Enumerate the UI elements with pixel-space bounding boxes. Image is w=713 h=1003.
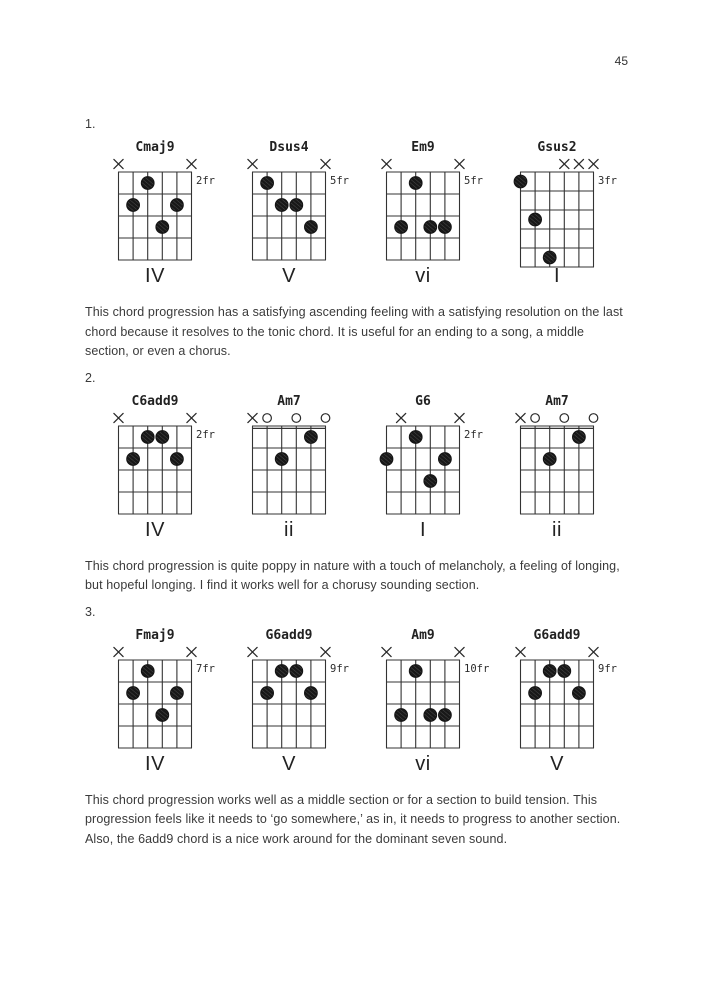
chord-name: G6add9 [533,627,581,643]
fret-position-label: 7fr [196,662,215,675]
finger-dot [380,452,393,465]
muted-string-x-icon [114,647,123,656]
finger-dot [409,177,422,190]
finger-dot [156,430,169,443]
finger-dot [261,177,274,190]
chord-name: Am9 [411,627,435,643]
finger-dot [156,221,169,234]
muted-string-x-icon [397,413,406,422]
finger-dot [141,664,154,677]
finger-dot [409,664,422,677]
finger-dot [543,452,556,465]
muted-string-x-icon [455,413,464,422]
fret-position-label: 2fr [464,428,483,441]
finger-dot [261,686,274,699]
muted-string-x-icon [382,159,391,168]
fret-position-label: 9fr [330,662,349,675]
finger-dot [395,708,408,721]
chord-name: G6 [415,393,431,409]
chord-name: Em9 [411,140,435,155]
muted-string-x-icon [248,159,257,168]
chord-grid [106,644,240,759]
finger-dot [156,708,169,721]
chord-name: C6add9 [131,393,179,409]
muted-string-x-icon [187,647,196,656]
open-string-o-icon [321,413,330,422]
finger-dot [439,221,452,234]
progression-description: This chord progression works well as a middle section or for a section to build tension. This progression feels like it needs to ‘go somewhere,’ as in, it needs to progress to another section. Also, the 6add9 chord is a nice work around for the dominant seven sound. [85,792,621,846]
finger-dot [171,686,184,699]
finger-dot [171,452,184,465]
muted-string-x-icon [321,647,330,656]
chord-numeral: IV [145,518,165,541]
fret-position-label: 5fr [330,175,349,187]
fret-position-label: 2fr [196,428,215,441]
chord-numeral: IV [145,265,165,287]
chord-progression-section-2 [85,371,628,596]
muted-string-x-icon [455,647,464,656]
chord-grid [240,644,374,759]
chord-progression-section-3 [85,605,628,850]
finger-dot [290,664,303,677]
chord-numeral: V [282,265,296,287]
finger-dot [439,452,452,465]
finger-dot [439,708,452,721]
chord-numeral: ii [552,518,562,541]
chord-diagram [240,140,374,288]
open-string-o-icon [531,413,540,422]
muted-string-x-icon [187,159,196,168]
chord-diagram [508,140,642,288]
muted-string-x-icon [114,159,123,168]
muted-string-x-icon [589,159,598,168]
finger-dot [424,474,437,487]
muted-string-x-icon [248,647,257,656]
chord-diagram [374,394,508,542]
chord-diagrams-row [106,140,628,288]
chord-numeral: I [419,518,427,541]
finger-dot [543,251,556,264]
muted-string-x-icon [382,647,391,656]
open-string-o-icon [292,413,301,422]
finger-dot [305,221,318,234]
chord-grid [508,156,642,271]
chord-diagram [240,394,374,542]
finger-dot [171,199,184,212]
finger-dot [573,686,586,699]
finger-dot [529,213,542,226]
open-string-o-icon [589,413,598,422]
chord-name: Dsus4 [269,140,309,155]
chord-grid [374,156,508,271]
finger-dot [141,430,154,443]
chord-grid [374,644,508,759]
finger-dot [290,199,303,212]
progression-description: This chord progression is quite poppy in nature with a touch of melancholy, a feeling of longing, but hopeful longing. I find it works well for a chorusy sounding section. [85,558,620,592]
chord-diagram [106,394,240,542]
finger-dot [127,452,140,465]
fret-position-label: 2fr [196,175,215,187]
chord-diagram [106,628,240,776]
finger-dot [573,430,586,443]
chord-diagram [374,628,508,776]
fret-position-label: 5fr [464,175,483,187]
finger-dot [127,686,140,699]
chord-diagrams-row [106,394,628,542]
open-string-o-icon [263,413,272,422]
chord-diagram [106,140,240,288]
chord-grid [374,410,508,525]
chord-diagram [240,628,374,776]
muted-string-x-icon [574,159,583,168]
finger-dot [409,430,422,443]
fret-position-label: 3fr [598,175,617,187]
finger-dot [275,452,288,465]
chord-progression-section-1 [85,117,628,362]
chord-name: Am7 [545,393,569,409]
chord-diagram [374,140,508,288]
chord-name: Fmaj9 [135,627,175,643]
finger-dot [127,199,140,212]
muted-string-x-icon [516,647,525,656]
chord-grid [508,644,642,759]
chord-name: Am7 [277,393,301,409]
section-number: 2. [85,370,96,385]
chord-diagrams-row [106,628,628,776]
chord-numeral: vi [415,265,431,287]
finger-dot [395,221,408,234]
finger-dot [529,686,542,699]
chord-grid [240,410,374,525]
finger-dot [305,686,318,699]
finger-dot [275,199,288,212]
progression-description: This chord progression has a satisfying ascending feeling with a satisfying resolution on the last chord because it resolves to the tonic chord. It is useful for an ending to a song, a middle section, or even a chorus. [85,305,623,358]
chord-numeral: ii [284,518,294,541]
chord-numeral: V [550,752,564,775]
section-number: 1. [85,117,96,131]
muted-string-x-icon [321,159,330,168]
finger-dot [305,430,318,443]
chord-numeral: vi [415,752,431,775]
chord-name: Cmaj9 [135,140,175,155]
chord-grid [106,410,240,525]
finger-dot [514,175,527,188]
muted-string-x-icon [589,647,598,656]
muted-string-x-icon [516,413,525,422]
chord-name: G6add9 [265,627,313,643]
chord-grid [508,410,642,525]
section-number: 3. [85,604,96,619]
open-string-o-icon [560,413,569,422]
muted-string-x-icon [455,159,464,168]
finger-dot [275,664,288,677]
chord-numeral: V [282,752,296,775]
finger-dot [424,708,437,721]
finger-dot [141,177,154,190]
chord-numeral: IV [145,752,165,775]
finger-dot [543,664,556,677]
chord-grid [106,156,240,271]
fret-position-label: 10fr [464,662,490,675]
finger-dot [424,221,437,234]
muted-string-x-icon [114,413,123,422]
chord-numeral: I [553,265,561,287]
fret-position-label: 9fr [598,662,617,675]
muted-string-x-icon [187,413,196,422]
muted-string-x-icon [560,159,569,168]
chord-grid [240,156,374,271]
page-number: 45 [614,54,628,68]
page-content [85,117,628,849]
chord-diagram [508,394,642,542]
muted-string-x-icon [248,413,257,422]
chord-name: Gsus2 [537,140,577,155]
chord-diagram [508,628,642,776]
finger-dot [558,664,571,677]
